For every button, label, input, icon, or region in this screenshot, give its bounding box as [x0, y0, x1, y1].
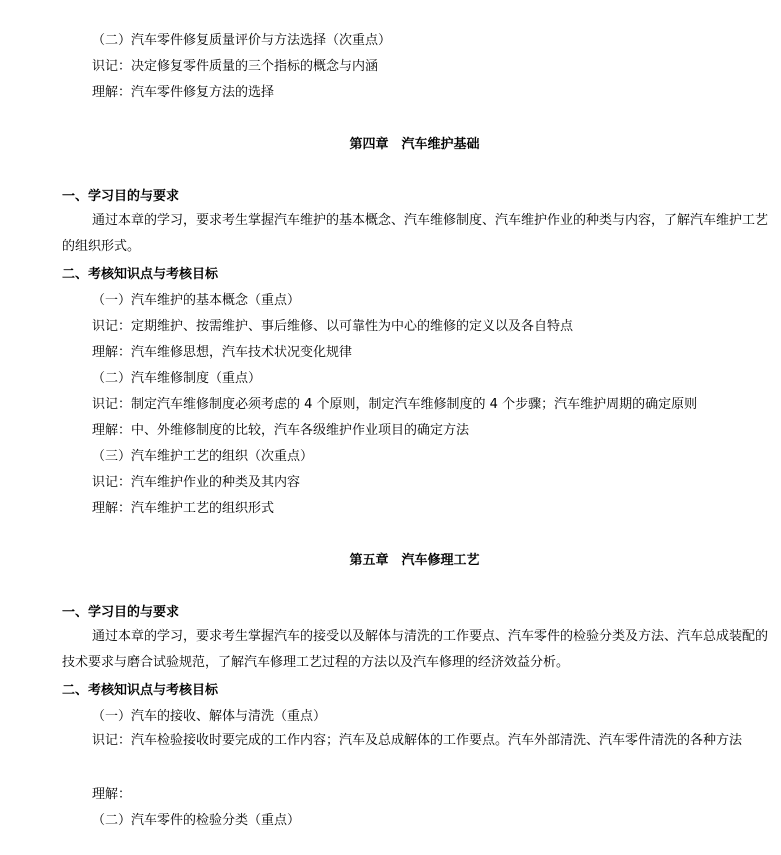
ch4-item-1: （一）汽车维护的基本概念（重点） — [92, 293, 301, 308]
item-parts-repair-quality: （二）汽车零件修复质量评价与方法选择（次重点） — [92, 33, 392, 48]
item-understand-repair-method: 理解：汽车零件修复方法的选择 — [92, 85, 275, 100]
ch4-item-7: （三）汽车维护工艺的组织（次重点） — [92, 449, 314, 464]
ch5-section-2-title: 二、考核知识点与考核目标 — [62, 683, 219, 698]
ch5-item-3: 理解： — [92, 787, 132, 802]
chapter-4-title: 第四章 汽车维护基础 — [349, 137, 480, 152]
ch5-section-1-title: 一、学习目的与要求 — [62, 605, 180, 620]
ch5-item-1: （一）汽车的接收、解体与清洗（重点） — [92, 709, 327, 724]
ch4-item-9: 理解：汽车维护工艺的组织形式 — [92, 501, 275, 516]
ch4-item-5: 识记：制定汽车维修制度必须考虑的 4 个原则，制定汽车维修制度的 4 个步骤；汽车维护周期的确定原则 — [92, 397, 698, 412]
ch4-section-1-paragraph: 通过本章的学习，要求考生掌握汽车维护的基本概念、汽车维修制度、汽车维护作业的种类与内容，了解汽车维护工艺的组织形式。 — [62, 213, 769, 254]
item-remember-quality-indicators: 识记：决定修复零件质量的三个指标的概念与内涵 — [92, 59, 379, 74]
ch4-section-1-title: 一、学习目的与要求 — [62, 189, 180, 204]
ch5-item-2: 识记：汽车检验接收时要完成的工作内容；汽车及总成解体的工作要点。汽车外部清洗、汽车零件清洗的各种方法 — [92, 733, 743, 748]
ch4-item-4: （二）汽车维修制度（重点） — [92, 371, 262, 386]
ch4-item-8: 识记：汽车维护作业的种类及其内容 — [92, 475, 301, 490]
ch4-item-3: 理解：汽车维修思想，汽车技术状况变化规律 — [92, 345, 353, 360]
ch4-item-6: 理解：中、外维修制度的比较，汽车各级维护作业项目的确定方法 — [92, 423, 470, 438]
ch5-section-1-paragraph: 通过本章的学习，要求考生掌握汽车的接受以及解体与清洗的工作要点、汽车零件的检验分类及方法、汽车总成装配的技术要求与磨合试验规范，了解汽车修理工艺过程的方法以及汽车修理的经济效益分析。 — [62, 629, 769, 670]
chapter-5-title: 第五章 汽车修理工艺 — [349, 553, 480, 568]
ch4-section-2-title: 二、考核知识点与考核目标 — [62, 267, 219, 282]
ch4-item-2: 识记：定期维护、按需维护、事后维修、以可靠性为中心的维修的定义以及各自特点 — [92, 319, 574, 334]
ch5-item-4: （二）汽车零件的检验分类（重点） — [92, 813, 301, 828]
